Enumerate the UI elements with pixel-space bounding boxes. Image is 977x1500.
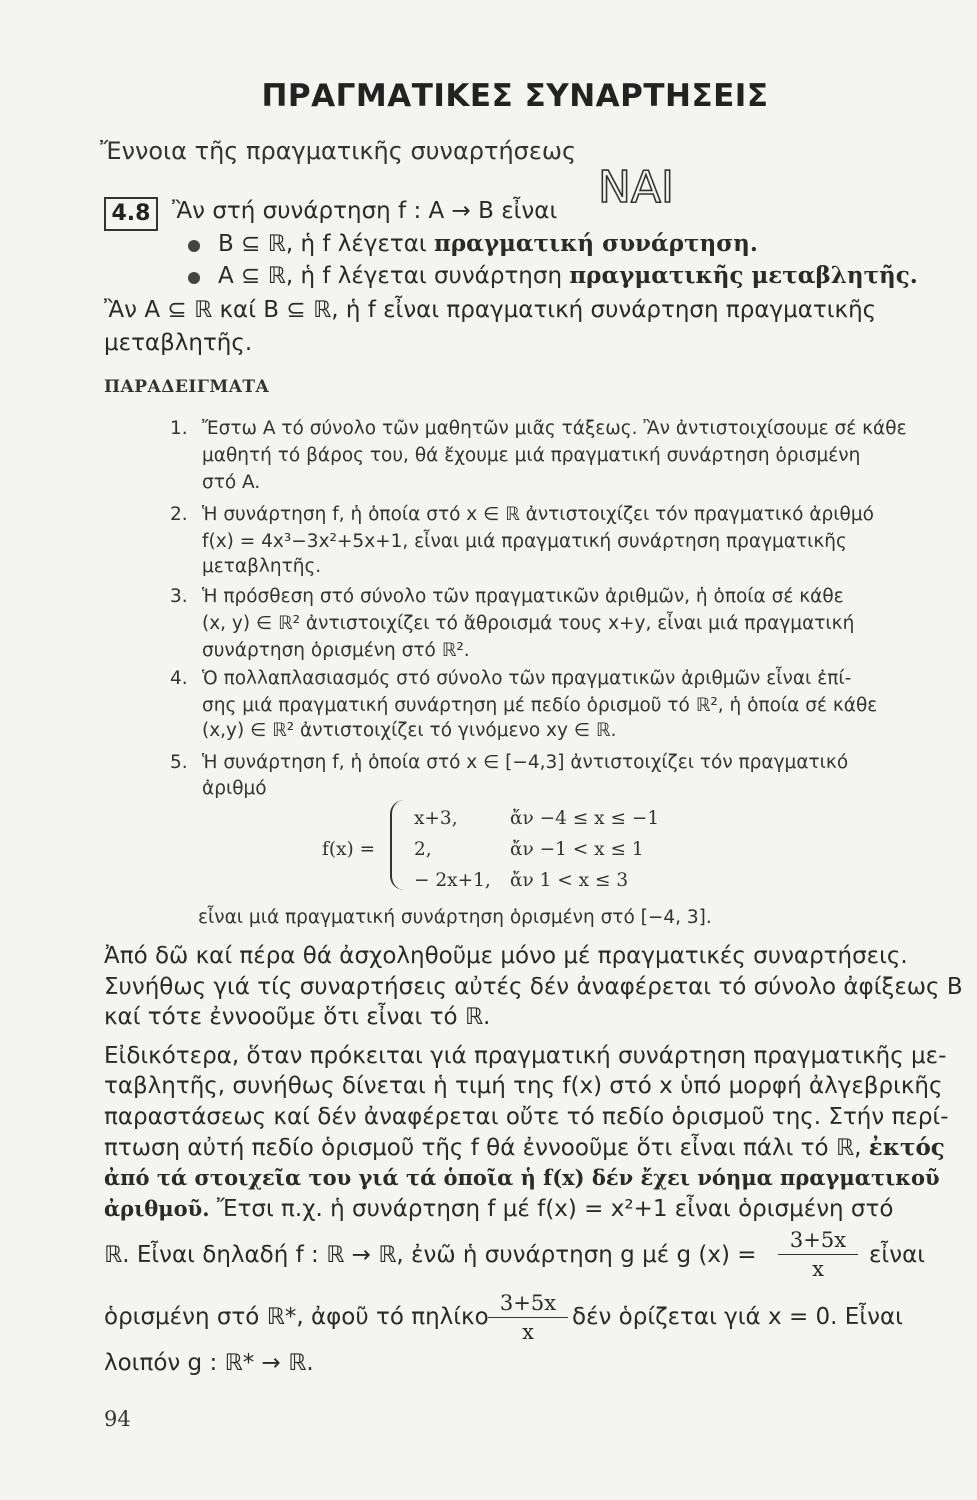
page-number: 94: [104, 1407, 131, 1431]
example-line: Ὁ πολλαπλασιασμός στό σύνολο τῶν πραγματικῶν ἀριθμῶν εἶναι ἐπί-: [202, 668, 852, 689]
definition-bullet-1: [218, 230, 758, 257]
bullet-2-text: A ⊆ ℝ, ἡ f λέγεται συνάρτηση: [218, 263, 570, 289]
fraction-quotient: [488, 1291, 568, 1344]
example-line: συνάρτηση ὁρισμένη στό ℝ².: [202, 640, 470, 661]
bullet-dot-1: [188, 240, 200, 252]
bullet-1-text: B ⊆ ℝ, ἡ f λέγεται: [218, 231, 434, 257]
definition-conclusion-1: Ἂν A ⊆ ℝ καί B ⊆ ℝ, ἡ f εἶναι πραγματική συνάρτηση πραγματικῆς: [104, 297, 877, 323]
paragraph-2-line: [104, 1134, 945, 1161]
definition-conclusion-2: μεταβλητῆς.: [104, 330, 253, 356]
example-line: Ἡ συνάρτηση f, ἡ ὁποία στό x ∈ [−4,3] ἀντιστοιχίζει τόν πραγματικό: [202, 752, 849, 773]
example-line: Ἡ συνάρτηση f, ἡ ὁποία στό x ∈ ℝ ἀντιστοιχίζει τόν πραγματικό ἀριθμό: [202, 504, 874, 525]
paragraph-2-line: ὁρισμένη στό ℝ*, ἀφοῦ τό πηλίκο: [104, 1304, 489, 1330]
bullet-2-bold: πραγματικῆς μεταβλητῆς.: [569, 262, 918, 289]
paragraph-1-line: Συνήθως γιά τίς συναρτήσεις αὐτές δέν ἀναφέρεται τό σύνολο ἀφίξεως B: [104, 974, 963, 1000]
example-number: 3.: [170, 586, 188, 607]
example-number: 5.: [170, 752, 188, 773]
bullet-dot-2: [188, 272, 200, 284]
paragraph-2-bold-line: ἀπό τά στοιχεῖα του γιά τά ὁποῖα ἡ f(x) δέν ἔχει νόημα πραγματικοῦ: [104, 1165, 940, 1190]
example-line: Ἡ πρόσθεση στό σύνολο τῶν πραγματικῶν ἀριθμῶν, ἡ ὁποία σέ κάθε: [202, 586, 844, 607]
paragraph-2-bold: ἐκτός: [868, 1134, 945, 1161]
example-number: 1.: [170, 418, 188, 439]
example-line: Ἔστω A τό σύνολο τῶν μαθητῶν μιᾶς τάξεως. Ἂν ἀντιστοιχίσουμε σέ κάθε: [202, 418, 907, 439]
paragraph-2-text: Ἔτσι π.χ. ἡ συνάρτηση f μέ f(x) = x²+1 εἶναι ὁρισμένη στό: [209, 1196, 894, 1222]
piecewise-conclusion: εἶναι μιά πραγματική συνάρτηση ὁρισμένη στό [−4, 3].: [198, 907, 712, 928]
fraction-denominator: x: [522, 1320, 534, 1344]
example-line: f(x) = 4x³−3x²+5x+1, εἶναι μιά πραγματική συνάρτηση πραγματικῆς: [202, 531, 847, 552]
fraction-numerator: 3+5x: [778, 1228, 858, 1255]
section-title: Ἔννοια τῆς πραγματικῆς συναρτήσεως: [100, 137, 577, 165]
piecewise-brace: [390, 800, 406, 890]
definition-intro: Ἂν στή συνάρτηση f : A → B εἶναι: [172, 198, 558, 224]
example-line: στό A.: [202, 472, 261, 493]
page-title: ΠΡΑΓΜΑΤΙΚΕΣ ΣΥΝΑΡΤΗΣΕΙΣ: [261, 78, 769, 114]
bullet-1-bold: πραγματική συνάρτηση.: [434, 230, 758, 257]
paragraph-1-line: Ἀπό δῶ καί πέρα θά ἀσχοληθοῦμε μόνο μέ πραγματικές συναρτήσεις.: [104, 943, 908, 969]
fraction-denominator: x: [812, 1257, 824, 1281]
handwritten-note: [596, 150, 726, 210]
example-line: σης μιά πραγματική συνάρτηση μέ πεδίο ὁρισμοῦ τό ℝ², ἡ ὁποία σέ κάθε: [202, 695, 878, 716]
paragraph-2-line: ℝ. Εἶναι δηλαδή f : ℝ → ℝ, ἐνῶ ἡ συνάρτηση g μέ g (x) =: [104, 1242, 757, 1268]
example-line: μαθητή τό βάρος του, θά ἔχουμε μιά πραγματική συνάρτηση ὁρισμένη: [202, 445, 861, 466]
fraction-numerator: 3+5x: [488, 1291, 568, 1318]
paragraph-2-line: Εἰδικότερα, ὅταν πρόκειται γιά πραγματική συνάρτηση πραγματικῆς με-: [104, 1043, 947, 1069]
paragraph-2-line: [104, 1196, 893, 1222]
example-number: 4.: [170, 668, 188, 689]
paragraph-1-line: καί τότε ἐννοοῦμε ὅτι εἶναι τό ℝ.: [104, 1004, 491, 1030]
example-line: μεταβλητῆς.: [202, 556, 322, 577]
piecewise-lhs: f(x) =: [322, 839, 376, 860]
piecewise-cond: ἄν −4 ≤ x ≤ −1: [510, 808, 660, 829]
piecewise-cond: ἄν 1 < x ≤ 3: [510, 870, 629, 891]
paragraph-2-text: πτωση αὐτή πεδίο ὁρισμοῦ τῆς f θά ἐννοοῦμε ὅτι εἶναι πάλι τό ℝ,: [104, 1135, 869, 1161]
paragraph-2-bold: ἀριθμοῦ.: [104, 1196, 210, 1221]
piecewise-expr: x+3,: [414, 808, 458, 829]
paragraph-2-line: εἶναι: [869, 1242, 926, 1268]
paragraph-2-line: δέν ὁρίζεται γιά x = 0. Εἶναι: [572, 1304, 903, 1330]
example-line: (x, y) ∈ ℝ² ἀντιστοιχίζει τό ἄθροισμά τους x+y, εἶναι μιά πραγματική: [202, 613, 855, 634]
definition-number: 4.8: [104, 197, 158, 231]
examples-heading: ΠΑΡΑΔΕΙΓΜΑΤΑ: [104, 377, 270, 397]
fraction-g: [778, 1228, 858, 1281]
piecewise-cond: ἄν −1 < x ≤ 1: [510, 839, 644, 860]
example-number: 2.: [170, 504, 188, 525]
paragraph-2-line: παραστάσεως καί δέν ἀναφέρεται οὔτε τό πεδίο ὁρισμοῦ της. Στήν περί-: [104, 1104, 949, 1130]
paragraph-2-line: λοιπόν g : ℝ* → ℝ.: [104, 1350, 314, 1376]
example-line: (x,y) ∈ ℝ² ἀντιστοιχίζει τό γινόμενο xy ∈ ℝ.: [202, 720, 617, 741]
handwritten-text: ΝΑΙ: [598, 162, 674, 210]
piecewise-expr: 2,: [414, 839, 432, 860]
paragraph-2-line: ταβλητῆς, συνήθως δίνεται ἡ τιμή της f(x) στό x ὑπό μορφή ἀλγεβρικῆς: [104, 1073, 943, 1099]
example-line: ἀριθμό: [202, 778, 267, 799]
definition-bullet-2: [218, 262, 918, 289]
piecewise-expr: − 2x+1,: [414, 870, 491, 891]
